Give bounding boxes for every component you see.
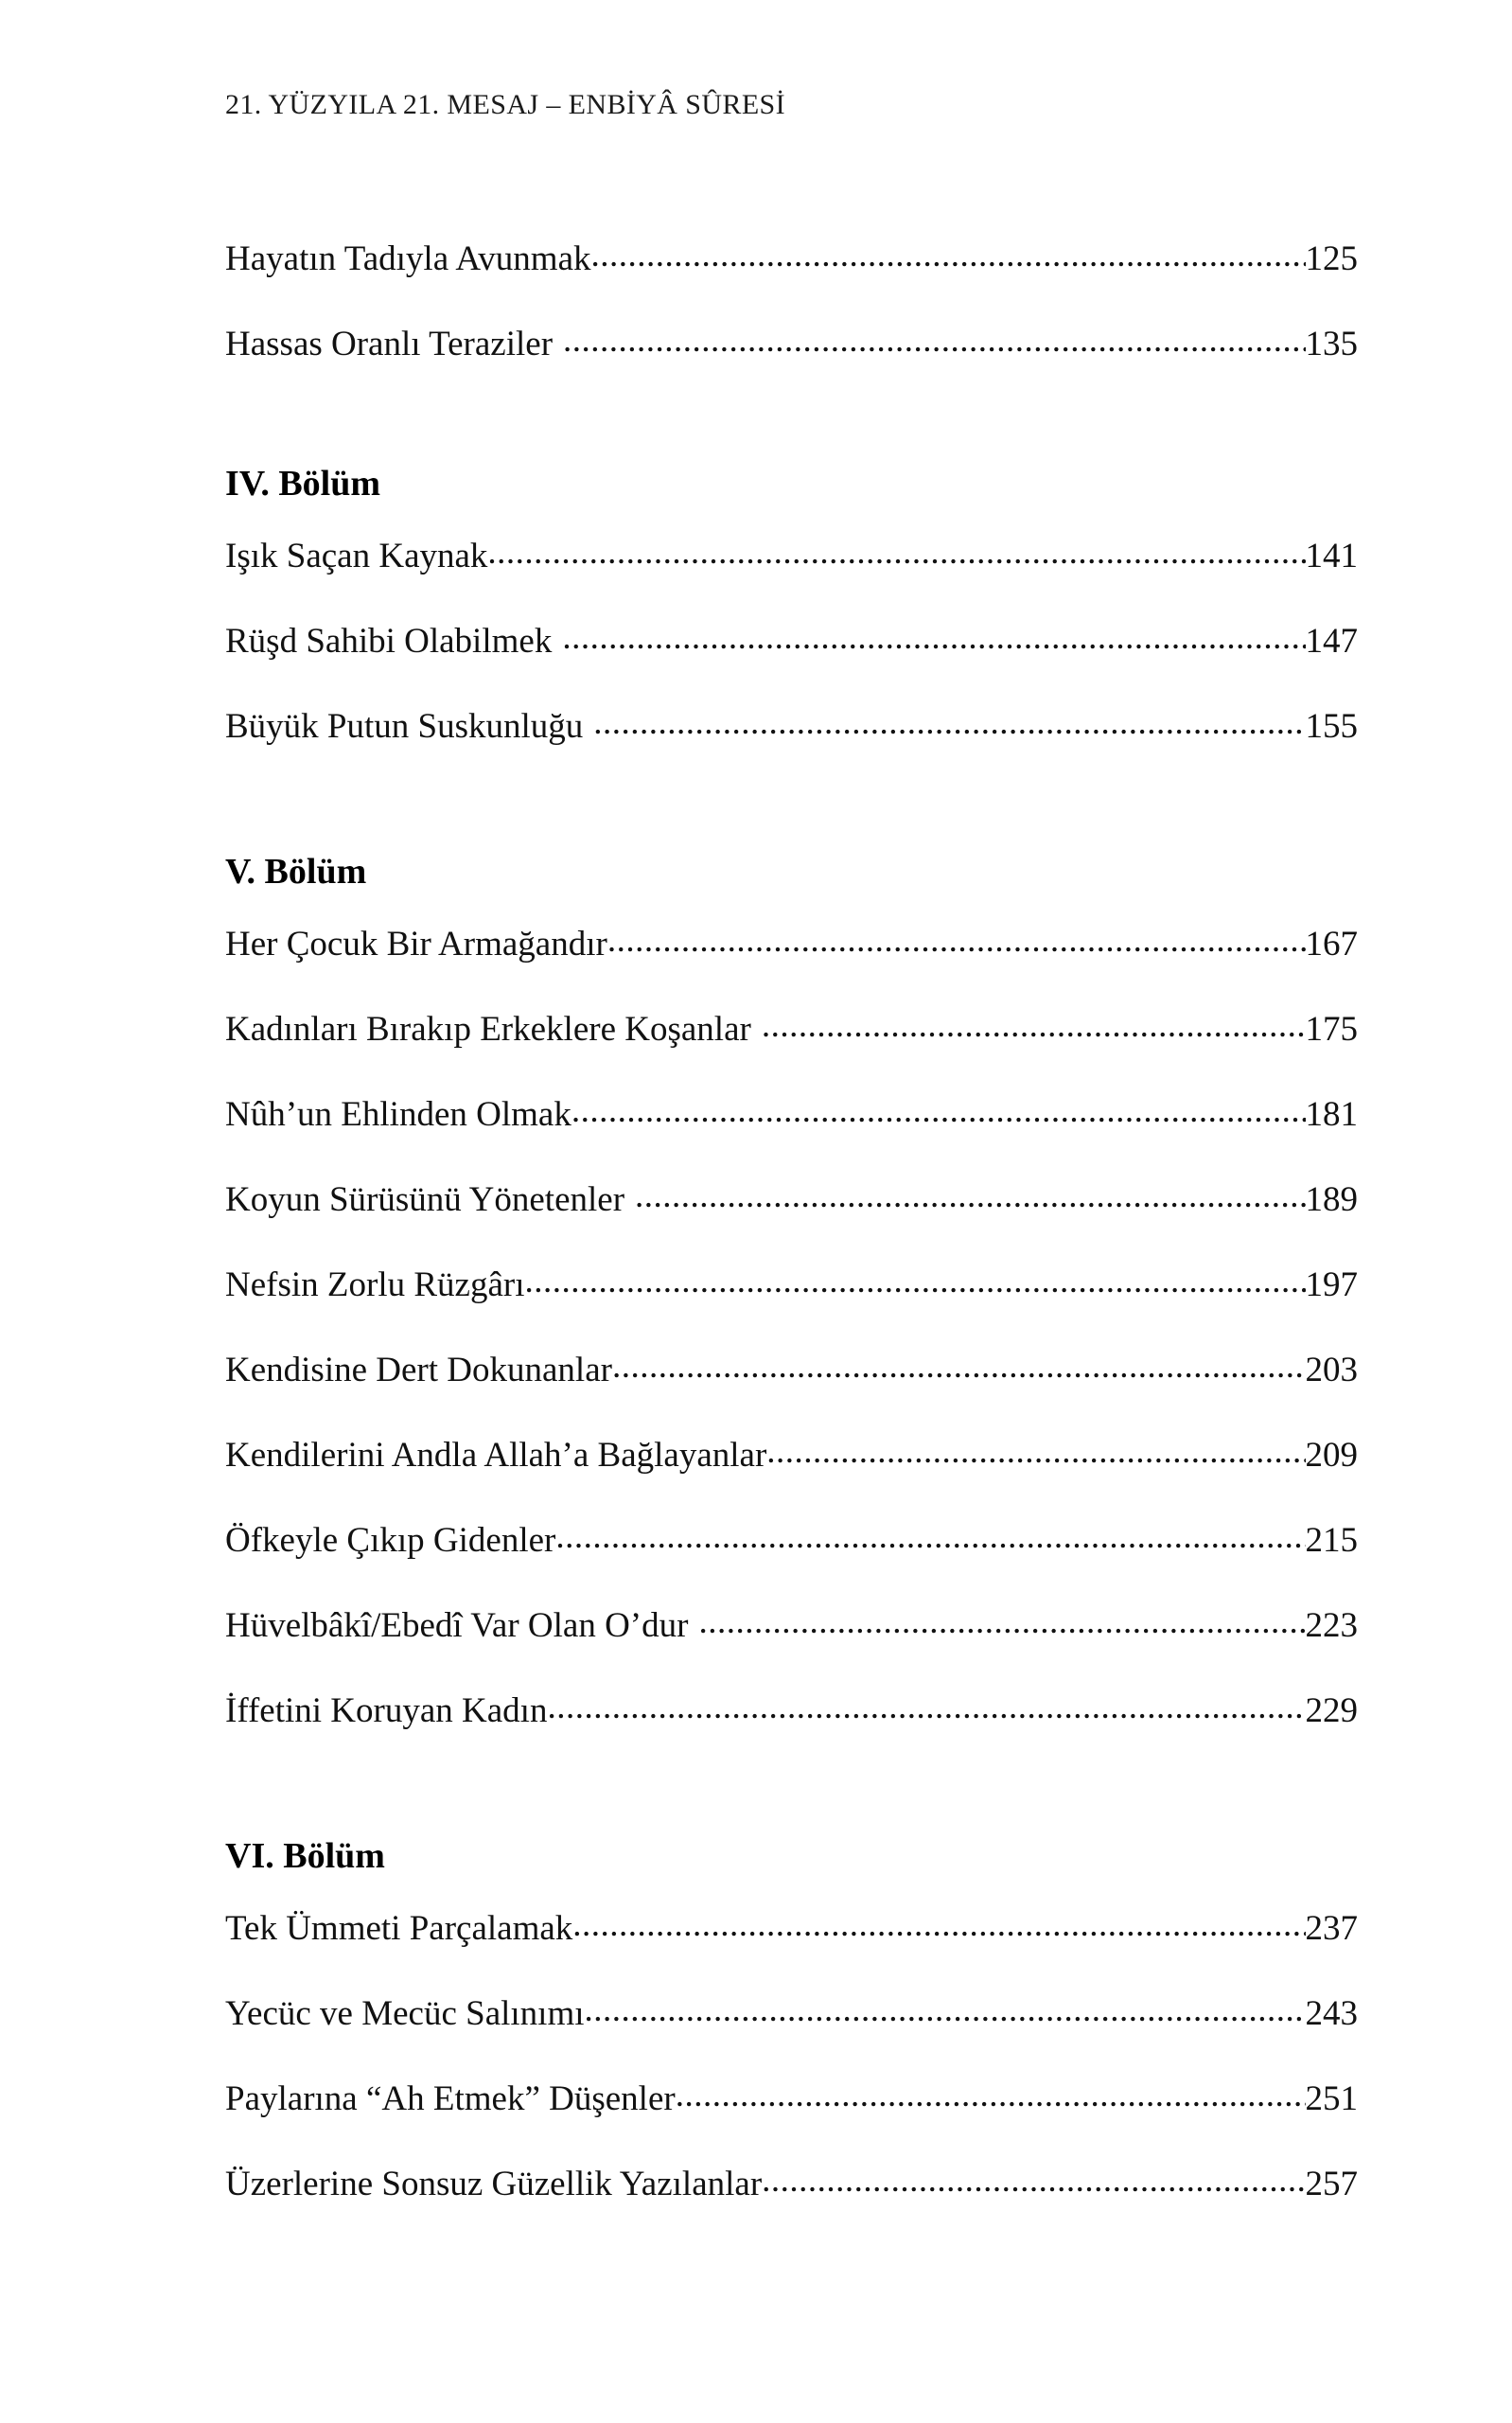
section-spacer xyxy=(225,405,1361,462)
toc-entry[interactable] xyxy=(225,1261,1358,1306)
toc-dot-leader xyxy=(585,1990,1306,2025)
toc-dot-leader xyxy=(612,1346,1306,1381)
toc-dot-leader xyxy=(547,1687,1305,1722)
toc-dot-leader xyxy=(562,617,1305,652)
toc-dot-leader xyxy=(524,1261,1305,1296)
toc-entry[interactable] xyxy=(225,2075,1358,2120)
toc-entry-title: Hüvelbâkî/Ebedî Var Olan O’dur xyxy=(225,1606,689,1645)
toc-entry-title: Kadınları Bırakıp Erkeklere Koşanlar xyxy=(225,1010,751,1049)
toc-entry[interactable] xyxy=(225,1090,1358,1136)
toc-entry-title: Hayatın Tadıyla Avunmak xyxy=(225,239,591,278)
toc-dot-leader xyxy=(607,920,1306,955)
toc-dot-leader xyxy=(571,1090,1306,1125)
toc-entry-title: Her Çocuk Bir Armağandır xyxy=(225,925,607,964)
toc-entry[interactable] xyxy=(225,2160,1358,2205)
toc-entry-page-number: 125 xyxy=(1305,239,1358,278)
toc-entry[interactable] xyxy=(225,320,1358,365)
toc-entry-title: Koyun Sürüsünü Yönetenler xyxy=(225,1180,625,1219)
toc-entry-title: Büyük Putun Suskunluğu xyxy=(225,707,584,746)
toc-entry-title: Nûh’un Ehlinden Olmak xyxy=(225,1095,571,1134)
toc-dot-leader xyxy=(563,320,1305,355)
toc-entry-page-number: 215 xyxy=(1305,1521,1358,1560)
toc-entry-page-number: 257 xyxy=(1305,2165,1358,2203)
toc-entry-page-number: 237 xyxy=(1305,1909,1358,1948)
page-content xyxy=(225,87,1361,2245)
section-spacer xyxy=(225,787,1361,850)
toc-entry-page-number: 189 xyxy=(1305,1180,1358,1219)
toc-entry-page-number: 167 xyxy=(1305,925,1358,964)
toc-entry-page-number: 251 xyxy=(1305,2079,1358,2118)
section-heading: IV. Bölüm xyxy=(225,464,381,504)
header-spacer xyxy=(225,123,1361,235)
toc-entry-title: Işık Saçan Kaynak xyxy=(225,537,488,575)
toc-dot-leader xyxy=(591,235,1306,270)
toc-entry-title: Yecüc ve Mecüc Salınımı xyxy=(225,1994,585,2033)
toc-dot-leader xyxy=(676,2075,1306,2110)
table-of-contents xyxy=(225,235,1361,2205)
toc-dot-leader xyxy=(762,2160,1305,2195)
toc-entry[interactable] xyxy=(225,1005,1358,1051)
toc-dot-leader xyxy=(555,1516,1305,1551)
toc-entry-page-number: 229 xyxy=(1305,1691,1358,1730)
running-head: 21. YÜZYILA 21. MESAJ – ENBİYÂ SÛRESİ xyxy=(225,89,786,120)
toc-entry-title: Öfkeyle Çıkıp Gidenler xyxy=(225,1521,556,1560)
toc-entry-page-number: 141 xyxy=(1305,537,1358,575)
toc-entry[interactable] xyxy=(225,532,1358,577)
toc-entry-page-number: 223 xyxy=(1305,1606,1358,1645)
toc-entry[interactable] xyxy=(225,1431,1358,1477)
toc-dot-leader xyxy=(487,532,1305,567)
toc-entry-page-number: 147 xyxy=(1305,622,1358,661)
toc-entry[interactable] xyxy=(225,1176,1358,1221)
toc-entry-title: Tek Ümmeti Parçalamak xyxy=(225,1909,573,1948)
toc-entry-title: Nefsin Zorlu Rüzgârı xyxy=(225,1265,525,1304)
toc-dot-leader xyxy=(572,1904,1305,1939)
section-heading: VI. Bölüm xyxy=(225,1836,385,1876)
toc-entry[interactable] xyxy=(225,617,1358,663)
toc-entry[interactable] xyxy=(225,1990,1358,2035)
toc-entry-title: Kendilerini Andla Allah’a Bağlayanlar xyxy=(225,1436,767,1475)
toc-entry-page-number: 243 xyxy=(1305,1994,1358,2033)
toc-entry-page-number: 135 xyxy=(1305,325,1358,363)
toc-entry[interactable] xyxy=(225,1516,1358,1562)
toc-dot-leader xyxy=(762,1005,1306,1040)
toc-entry-page-number: 155 xyxy=(1305,707,1358,746)
toc-entry[interactable] xyxy=(225,1346,1358,1391)
toc-entry[interactable] xyxy=(225,920,1358,965)
toc-entry[interactable] xyxy=(225,1904,1358,1950)
toc-entry-page-number: 197 xyxy=(1305,1265,1358,1304)
toc-entry-title: Paylarına “Ah Etmek” Düşenler xyxy=(225,2079,676,2118)
toc-entry-page-number: 203 xyxy=(1305,1351,1358,1389)
toc-entry-page-number: 209 xyxy=(1305,1436,1358,1475)
toc-entry[interactable] xyxy=(225,702,1358,748)
toc-entry-page-number: 175 xyxy=(1305,1010,1358,1049)
toc-entry-page-number: 181 xyxy=(1305,1095,1358,1134)
toc-entry-title: Hassas Oranlı Teraziler xyxy=(225,325,554,363)
toc-entry[interactable] xyxy=(225,1687,1358,1732)
section-spacer xyxy=(225,1772,1361,1834)
toc-entry-title: Kendisine Dert Dokunanlar xyxy=(225,1351,612,1389)
toc-entry[interactable] xyxy=(225,1601,1358,1647)
toc-entry-title: Rüşd Sahibi Olabilmek xyxy=(225,622,553,661)
toc-entry[interactable] xyxy=(225,235,1358,280)
toc-dot-leader xyxy=(635,1176,1305,1211)
toc-dot-leader xyxy=(698,1601,1305,1636)
toc-dot-leader xyxy=(593,702,1305,737)
toc-entry-title: İffetini Koruyan Kadın xyxy=(225,1691,548,1730)
section-heading: V. Bölüm xyxy=(225,852,367,892)
toc-dot-leader xyxy=(766,1431,1305,1466)
toc-entry-title: Üzerlerine Sonsuz Güzellik Yazılanlar xyxy=(225,2165,763,2203)
